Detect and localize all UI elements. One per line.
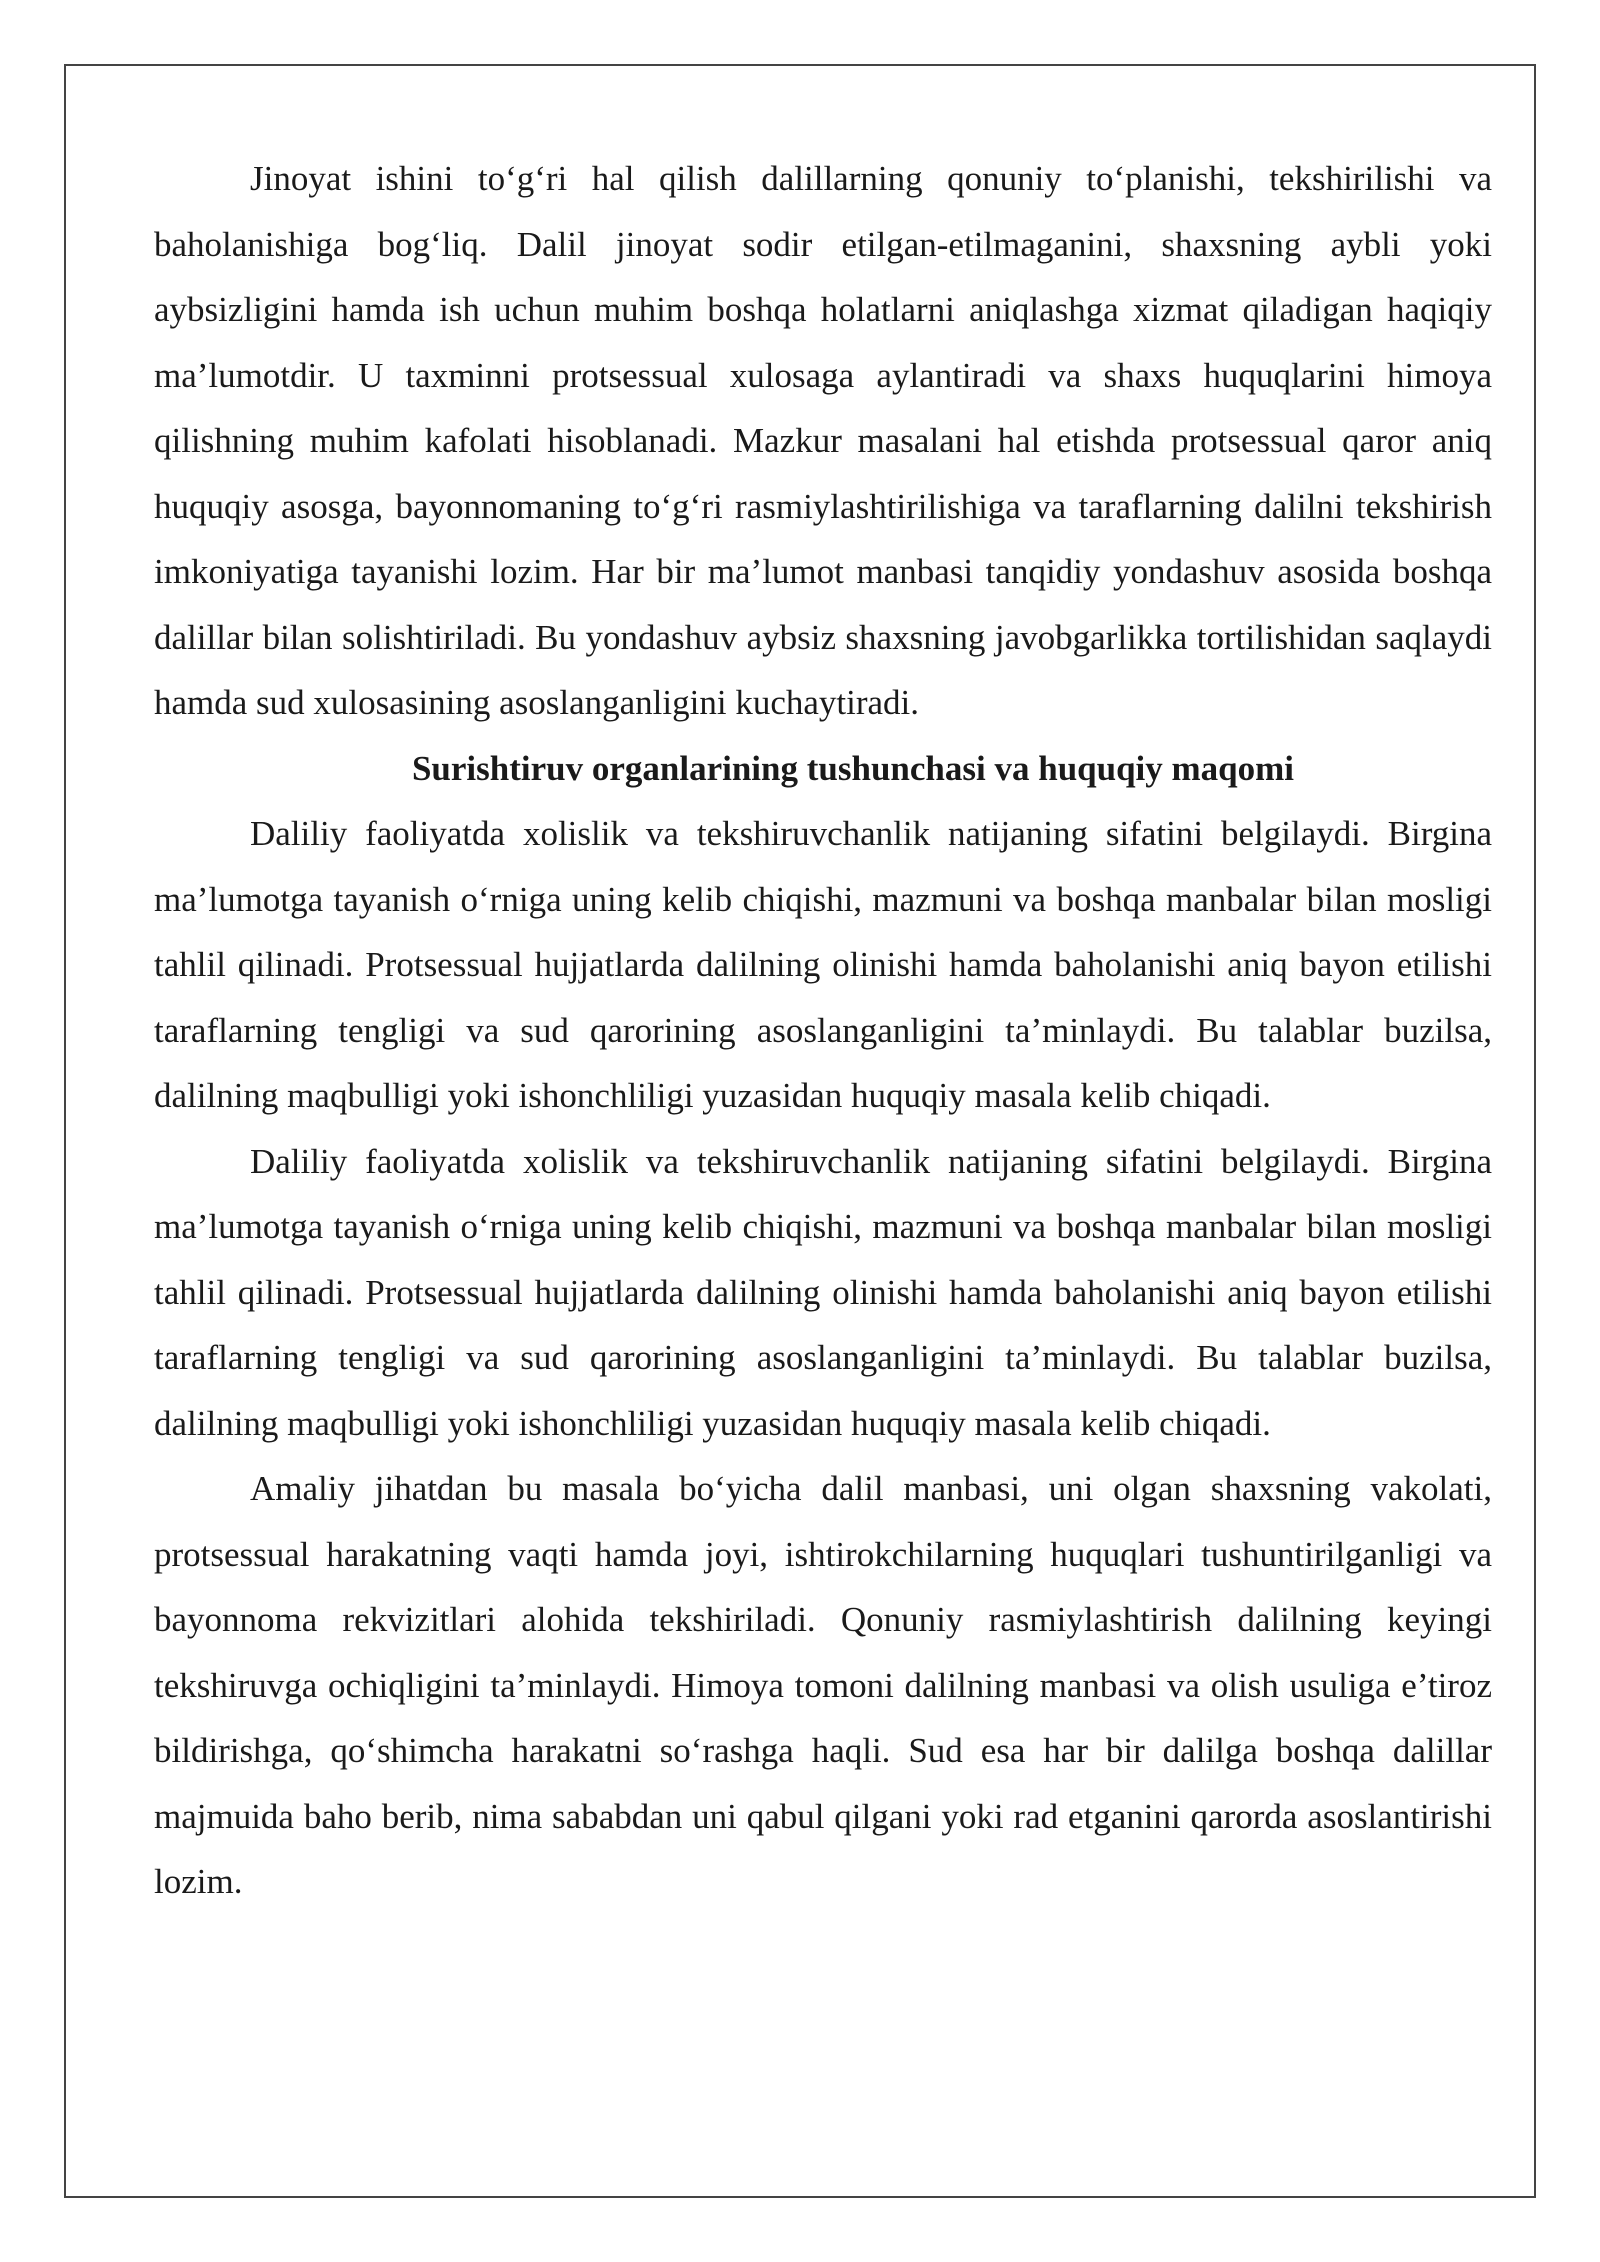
paragraph-2: Daliliy faoliyatda xolislik va tekshiruvchanlik natijaning sifatini belgilaydi. Birgina ma’lumotga tayanish o‘rniga uning kelib chiqishi, mazmuni va boshqa manbalar bilan mosligi tahlil qilinadi. Protsessual hujjatlarda dalilning olinishi hamda baholanishi aniq bayon etilishi taraflarning tengligi va sud qarorining asoslanganligini ta’minlaydi. Bu talablar buzilsa, dalilning maqbulligi yoki ishonchliligi yuzasidan huquqiy masala kelib chiqadi. (154, 814, 1492, 1115)
paragraph-1: Jinoyat ishini to‘g‘ri hal qilish dalillarning qonuniy to‘planishi, tekshirilishi va baholanishiga bog‘liq. Dalil jinoyat sodir etilgan-etilmaganini, shaxsning aybli yoki aybsizligini hamda ish uchun muhim boshqa holatlarni aniqlashga xizmat qiladigan haqiqiy ma’lumotdir. U taxminni protsessual xulosaga aylantiradi va shaxs huquqlarini himoya qilishning muhim kafolati hisoblanadi. Mazkur masalani hal etishda protsessual qaror aniq huquqiy asosga, bayonnomaning to‘g‘ri rasmiylashtirilishiga va taraflarning dalilni tekshirish imkoniyatiga tayanishi lozim. Har bir ma’lumot manbasi tanqidiy yondashuv asosida boshqa dalillar bilan solishtiriladi. Bu yondashuv aybsiz shaxsning javobgarlikka tortilishidan saqlaydi hamda sud xulosasining asoslanganligini kuchaytiradi. (154, 159, 1492, 722)
section-heading: Surishtiruv organlarining tushunchasi va huquqiy maqomi (411, 748, 1295, 788)
paragraph-4: Amaliy jihatdan bu masala bo‘yicha dalil manbasi, uni olgan shaxsning vakolati, protsessual harakatning vaqti hamda joyi, ishtirokchilarning huquqlari tushuntirilganligi va bayonnoma rekvizitlari alohida tekshiriladi. Qonuniy rasmiylashtirish dalilning keyingi tekshiruvga ochiqligini ta’minlaydi. Himoya tomoni dalilning manbasi va olish usuliga e’tiroz bildirishga, qo‘shimcha harakatni so‘rashga haqli. Sud esa har bir dalilga boshqa dalillar majmuida baho berib, nima sababdan uni qabul qilgani yoki rad etganini qarorda asoslantirishi lozim. (154, 1469, 1492, 1901)
document-body (154, 146, 1492, 1915)
paragraph-3: Daliliy faoliyatda xolislik va tekshiruvchanlik natijaning sifatini belgilaydi. Birgina ma’lumotga tayanish o‘rniga uning kelib chiqishi, mazmuni va boshqa manbalar bilan mosligi tahlil qilinadi. Protsessual hujjatlarda dalilning olinishi hamda baholanishi aniq bayon etilishi taraflarning tengligi va sud qarorining asoslanganligini ta’minlaydi. Bu talablar buzilsa, dalilning maqbulligi yoki ishonchliligi yuzasidan huquqiy masala kelib chiqadi. (154, 1141, 1492, 1443)
